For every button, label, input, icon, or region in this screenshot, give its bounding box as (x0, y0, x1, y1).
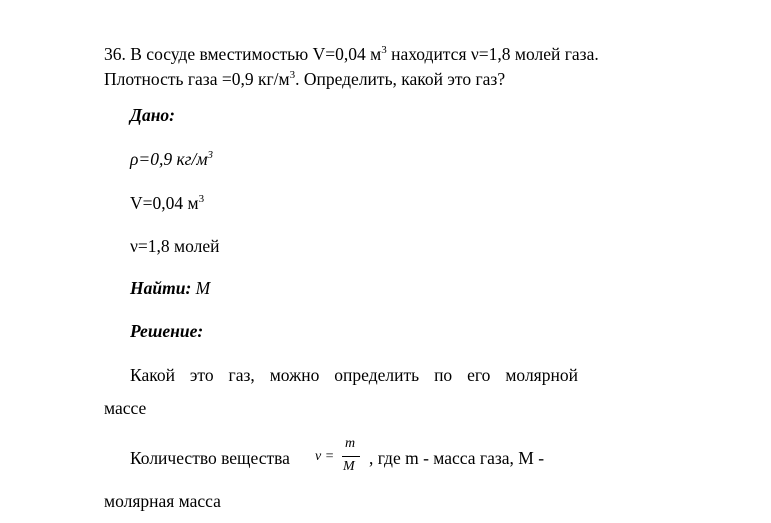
word: молярной (505, 365, 578, 385)
superscript: 3 (207, 149, 214, 161)
given-moles: ν=1,8 молей (130, 236, 220, 256)
superscript: 3 (381, 44, 387, 56)
solution-paragraph-2-prefix: Количество вещества (130, 448, 290, 468)
find-label: Найти: (130, 278, 192, 298)
problem-text: 36. В сосуде вместимостью V=0,04 м (104, 44, 382, 64)
problem-statement-line-1 (104, 43, 599, 65)
find-value: M (191, 278, 211, 298)
superscript: 3 (198, 193, 205, 205)
word: газ, (228, 365, 255, 385)
problem-text: находится ν=1,8 молей газа. (386, 44, 599, 64)
solution-paragraph-3: молярная масса (104, 491, 221, 511)
fraction-bar (342, 456, 360, 457)
word: его (467, 365, 491, 385)
problem-text: Плотность газа =0,9 кг/м (104, 69, 290, 89)
formula-numerator: m (345, 436, 356, 451)
word: можно (269, 365, 320, 385)
amount-of-substance-formula (315, 436, 365, 480)
find-line (130, 277, 210, 299)
given-heading: Дано: (130, 105, 175, 125)
formula-lhs: ν = (315, 449, 335, 464)
word: это (189, 365, 214, 385)
word: по (434, 365, 453, 385)
solution-heading: Решение: (130, 321, 204, 341)
solution-paragraph-2-rest: , где m - масса газа, M - (369, 448, 545, 468)
problem-statement-line-2 (104, 68, 505, 90)
density-text: ρ=0,9 кг/м (130, 149, 208, 169)
solution-paragraph-1-line-1 (130, 364, 578, 386)
volume-text: V=0,04 м (130, 193, 199, 213)
solution-paragraph-1-line-2: массе (104, 398, 147, 418)
formula-denominator: M (343, 459, 355, 474)
word: Какой (130, 365, 175, 385)
problem-text: . Определить, какой это газ? (295, 69, 506, 89)
word: определить (334, 365, 420, 385)
given-density (130, 148, 213, 170)
superscript: 3 (289, 69, 296, 81)
given-volume (130, 192, 204, 214)
